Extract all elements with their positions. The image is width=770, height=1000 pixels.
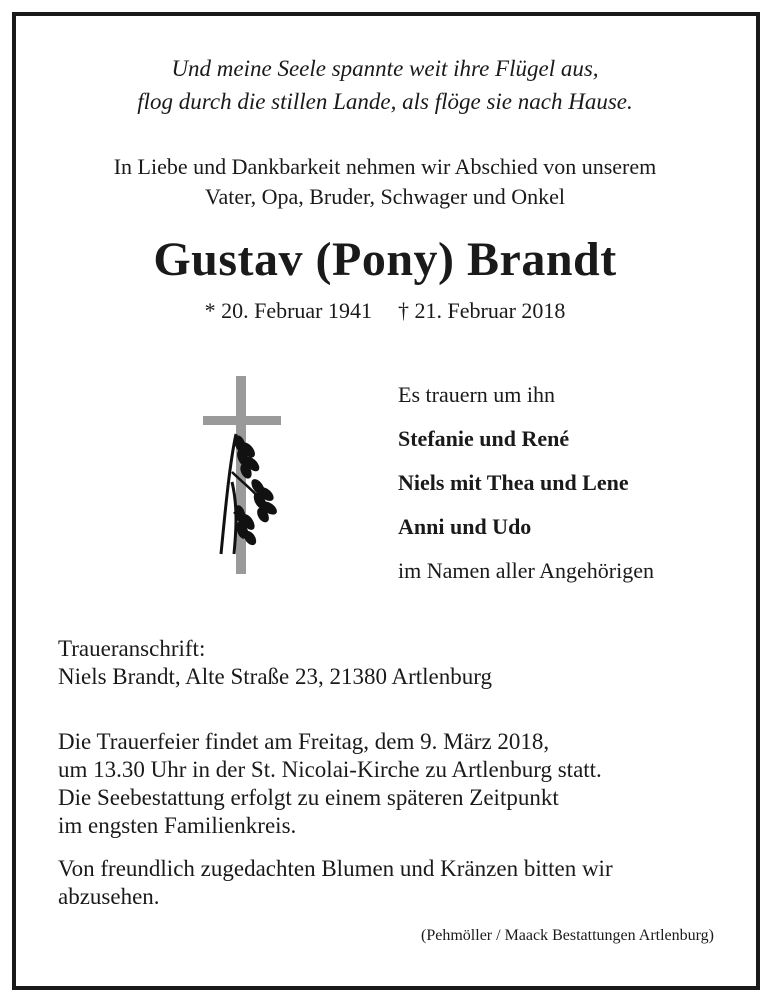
intro-line: Vater, Opa, Bruder, Schwager und Onkel bbox=[205, 184, 565, 209]
life-dates bbox=[0, 296, 770, 326]
intro-text bbox=[0, 152, 770, 212]
flowers-line: Von freundlich zugedachten Blumen und Kränzen bitten wir bbox=[58, 856, 613, 881]
mourner-name: Anni und Udo bbox=[398, 514, 532, 539]
mourner-name: Stefanie und René bbox=[398, 426, 570, 451]
address-line: Niels Brandt, Alte Straße 23, 21380 Artlenburg bbox=[58, 664, 492, 689]
ceremony-line: um 13.30 Uhr in der St. Nicolai-Kirche zu Artlenburg statt. bbox=[58, 757, 602, 782]
flowers-line: abzusehen. bbox=[58, 884, 160, 909]
mourners-outro: im Namen aller Angehörigen bbox=[398, 558, 654, 583]
motto-line: Und meine Seele spannte weit ihre Flügel aus, bbox=[171, 56, 599, 81]
address-label: Traueranschrift: bbox=[58, 636, 206, 661]
cross-with-wheat-icon bbox=[196, 372, 296, 587]
ceremony-line: Die Seebestattung erfolgt zu einem späteren Zeitpunkt bbox=[58, 785, 559, 810]
motto-verse bbox=[0, 52, 770, 118]
mourners-list bbox=[398, 380, 654, 600]
death-date: † 21. Februar 2018 bbox=[398, 298, 566, 323]
birth-date: * 20. Februar 1941 bbox=[204, 298, 372, 323]
mourning-address bbox=[58, 635, 738, 691]
mourner-name: Niels mit Thea und Lene bbox=[398, 470, 629, 495]
intro-line: In Liebe und Dankbarkeit nehmen wir Abschied von unserem bbox=[113, 154, 657, 179]
ceremony-text bbox=[58, 728, 738, 840]
mourners-intro: Es trauern um ihn bbox=[398, 382, 556, 407]
ceremony-line: Die Trauerfeier findet am Freitag, dem 9. März 2018, bbox=[58, 729, 550, 754]
undertaker-credit: (Pehmöller / Maack Bestattungen Artlenburg) bbox=[421, 927, 714, 944]
motto-line: flog durch die stillen Lande, als flöge sie nach Hause. bbox=[137, 89, 633, 114]
deceased-name: Gustav (Pony) Brandt bbox=[153, 233, 617, 286]
ceremony-line: im engsten Familienkreis. bbox=[58, 813, 297, 838]
flowers-note bbox=[58, 855, 738, 911]
